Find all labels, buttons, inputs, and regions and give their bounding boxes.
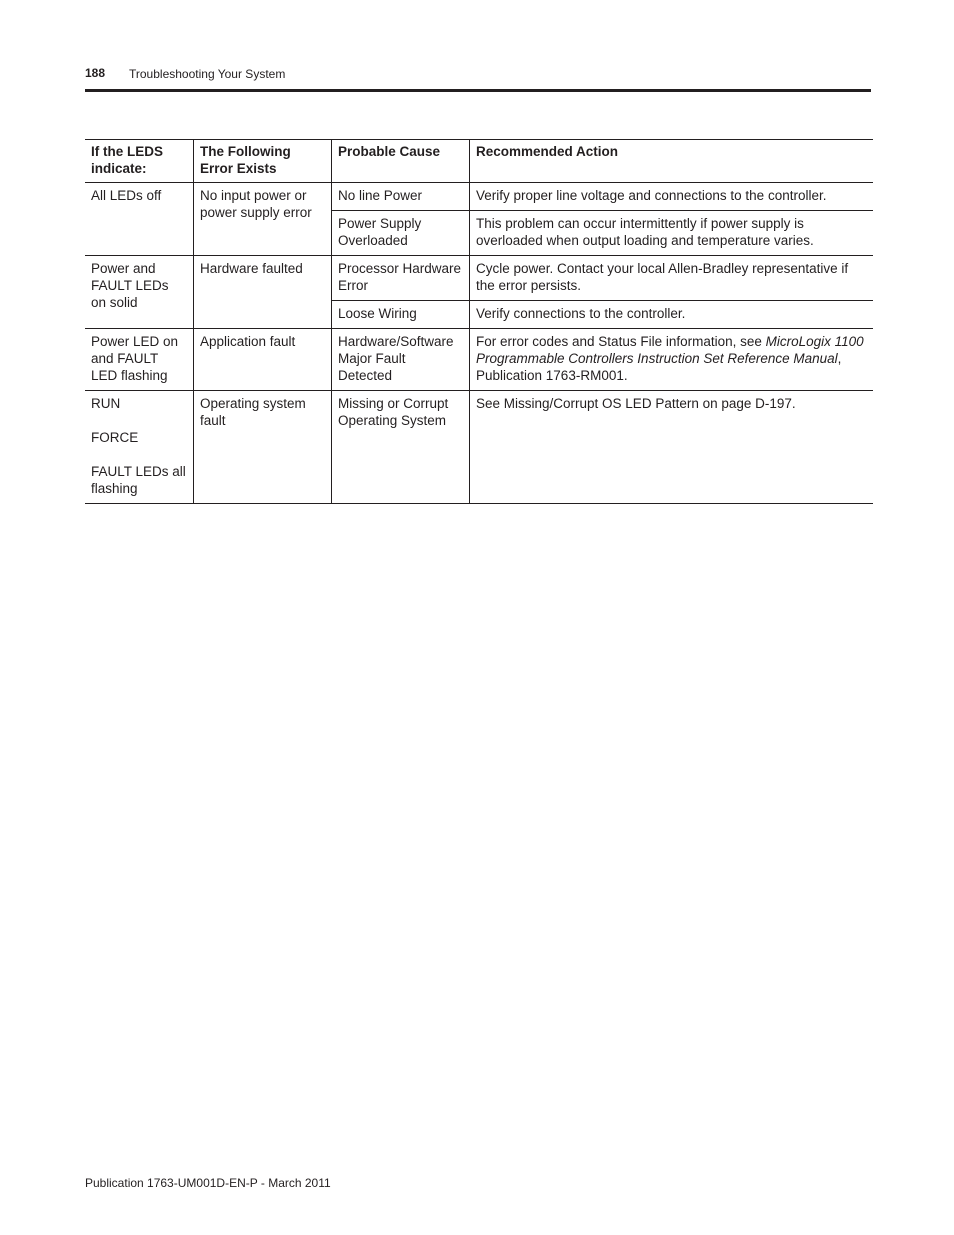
led-fault: FAULT LEDs all flashing <box>91 464 186 496</box>
action-cell: See Missing/Corrupt OS LED Pattern on page D-197. <box>470 391 874 504</box>
line-gap <box>91 446 187 463</box>
table-row <box>85 256 873 301</box>
error-cell: Hardware faulted <box>194 256 332 329</box>
leds-cell: All LEDs off <box>85 183 194 256</box>
action-text: , Publication 1763-RM001. <box>476 351 842 383</box>
page-number: 188 <box>85 66 106 80</box>
line-gap <box>91 412 187 429</box>
led-force: FORCE <box>91 430 139 445</box>
leds-cell: Power LED on and FAULT LED flashing <box>85 329 194 391</box>
error-cell: No input power or power supply error <box>194 183 332 256</box>
action-cell: This problem can occur intermittently if power supply is overloaded when output loading and temperature varies. <box>470 211 874 256</box>
action-cell: Verify proper line voltage and connections to the controller. <box>470 183 874 211</box>
cause-cell: Power Supply Overloaded <box>332 211 470 256</box>
error-cell: Operating system fault <box>194 391 332 504</box>
action-text: For error codes and Status File information, see <box>476 334 766 349</box>
led-run: RUN <box>91 396 121 411</box>
leds-cell <box>85 391 194 504</box>
troubleshooting-table <box>85 139 873 504</box>
column-header-cause: Probable Cause <box>332 140 470 183</box>
page-header <box>85 66 871 86</box>
cause-cell: Loose Wiring <box>332 301 470 329</box>
cause-cell: No line Power <box>332 183 470 211</box>
table-header-row <box>85 140 873 183</box>
action-cell: Cycle power. Contact your local Allen-Bradley representative if the error persists. <box>470 256 874 301</box>
column-header-leds: If the LEDS indicate: <box>85 140 194 183</box>
leds-cell: Power and FAULT LEDs on solid <box>85 256 194 329</box>
column-header-action: Recommended Action <box>470 140 874 183</box>
table-row <box>85 183 873 211</box>
table-row <box>85 391 873 504</box>
page-footer: Publication 1763-UM001D-EN-P - March 2011 <box>85 1176 331 1190</box>
table-row <box>85 329 873 391</box>
action-cell: Verify connections to the controller. <box>470 301 874 329</box>
cause-cell: Processor Hardware Error <box>332 256 470 301</box>
running-title: Troubleshooting Your System <box>129 67 286 81</box>
manual-title: MicroLogix 1100 Programmable Controllers Instruction Set Reference Manual <box>476 334 864 366</box>
cause-cell: Hardware/Software Major Fault Detected <box>332 329 470 391</box>
error-cell: Application fault <box>194 329 332 391</box>
cause-cell: Missing or Corrupt Operating System <box>332 391 470 504</box>
column-header-error: The Following Error Exists <box>194 140 332 183</box>
action-cell <box>470 329 874 391</box>
header-rule <box>85 89 871 92</box>
